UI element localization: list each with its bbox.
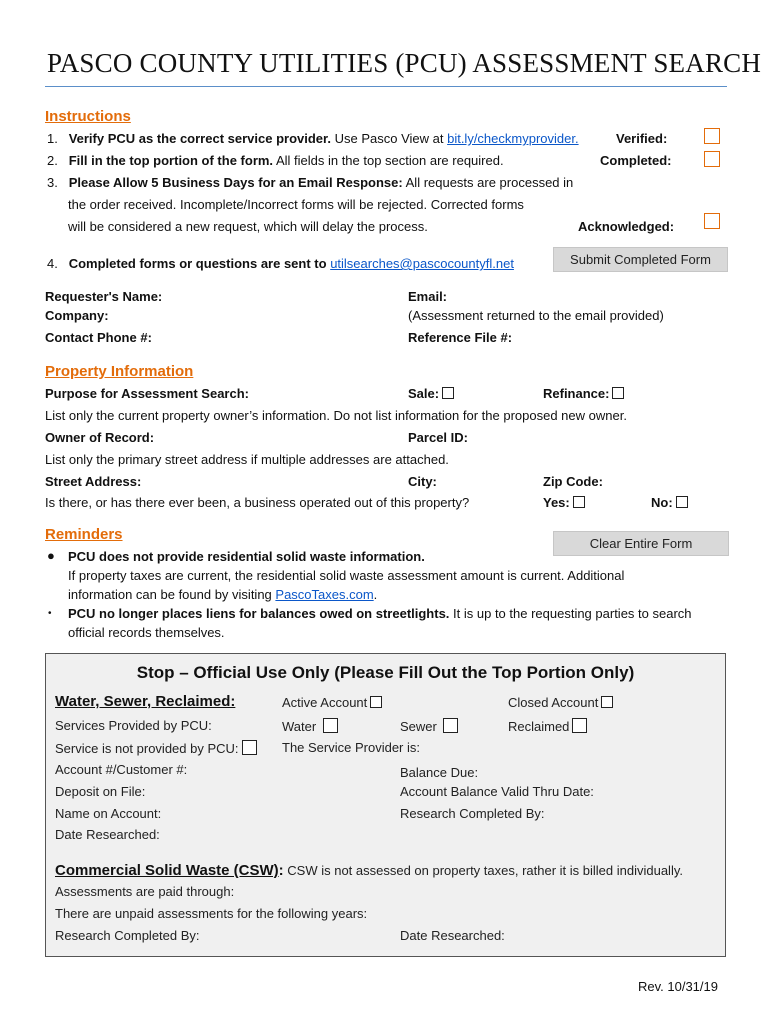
instruction-1-text: Use Pasco View at <box>331 131 448 146</box>
completed-label: Completed: <box>600 153 672 168</box>
deposit-label: Deposit on File: <box>55 784 146 799</box>
account-number-label: Account #/Customer #: <box>55 762 188 777</box>
reminder-2 <box>68 606 692 621</box>
sewer-checkbox[interactable] <box>443 718 458 733</box>
completed-checkbox[interactable] <box>704 151 720 167</box>
requester-name-label: Requester's Name: <box>45 289 163 304</box>
page-title: PASCO COUNTY UTILITIES (PCU) ASSESSMENT SEARCH <box>47 48 762 78</box>
reminder-1-bold: PCU does not provide residential solid waste information. <box>68 549 425 564</box>
instruction-2-text: All fields in the top section are required. <box>273 153 504 168</box>
water-checkbox[interactable] <box>323 718 338 733</box>
submit-completed-form-button[interactable]: Submit Completed Form <box>553 247 728 272</box>
reclaimed-label: Reclaimed <box>508 719 570 734</box>
reminder-1-line3 <box>68 587 377 602</box>
city-label: City: <box>408 474 437 489</box>
no-label: No: <box>651 495 673 510</box>
active-account-checkbox[interactable] <box>370 696 382 708</box>
property-heading: Property Information <box>45 363 194 380</box>
closed-account-label: Closed Account <box>508 695 599 710</box>
water-option[interactable] <box>282 718 338 734</box>
research-completed-by-label: Research Completed By: <box>400 806 545 821</box>
reminder-2-line2: official records themselves. <box>68 625 225 640</box>
instruction-2-bold: Fill in the top portion of the form. <box>68 153 274 168</box>
official-use-heading: Stop – Official Use Only (Please Fill Out the Top Portion Only) <box>136 663 635 682</box>
balance-due-label: Balance Due: <box>400 765 479 780</box>
reminder-1-line2: If property taxes are current, the residential solid waste assessment amount is current. Additional <box>68 568 625 583</box>
acknowledged-checkbox[interactable] <box>704 213 720 229</box>
services-provided-label: Services Provided by PCU: <box>55 718 212 733</box>
title-divider <box>45 86 727 87</box>
sewer-label: Sewer <box>400 719 437 734</box>
csw-colon: : <box>278 862 284 879</box>
email-link[interactable]: utilsearches@pascocountyfl.net <box>330 256 514 271</box>
closed-account-checkbox[interactable] <box>601 696 613 708</box>
reminder-2-bold: PCU no longer places liens for balances owed on streetlights. <box>68 606 450 621</box>
water-label: Water <box>282 719 317 734</box>
active-account-option[interactable] <box>282 695 382 710</box>
company-label: Company: <box>45 308 109 323</box>
pascotaxes-link[interactable]: PascoTaxes.com <box>275 587 374 602</box>
street-address-label: Street Address: <box>45 474 142 489</box>
csw-line <box>55 862 683 879</box>
instruction-3-bold: Please Allow 5 Business Days for an Email Response: <box>68 175 403 190</box>
instruction-3-line3: will be considered a new request, which will delay the process. <box>68 219 428 234</box>
business-question: Is there, or has there ever been, a business operated out of this property? <box>45 495 470 510</box>
instruction-2 <box>47 153 504 168</box>
owner-of-record-label: Owner of Record: <box>45 430 155 445</box>
instruction-4 <box>47 256 514 271</box>
instruction-4-number: 4. <box>47 256 58 271</box>
verified-label: Verified: <box>616 131 668 146</box>
csw-note: CSW is not assessed on property taxes, rather it is billed individually. <box>283 863 683 878</box>
no-option[interactable] <box>651 495 688 510</box>
parcel-id-label: Parcel ID: <box>408 430 468 445</box>
revision-date: Rev. 10/31/19 <box>638 979 718 994</box>
acknowledged-label: Acknowledged: <box>578 219 675 234</box>
sale-option[interactable] <box>408 386 454 401</box>
yes-option[interactable] <box>543 495 585 510</box>
instruction-4-bold: Completed forms or questions are sent to <box>68 256 327 271</box>
refinance-label: Refinance: <box>543 386 610 401</box>
reminder-1-end: . <box>373 587 378 602</box>
valid-thru-label: Account Balance Valid Thru Date: <box>400 784 594 799</box>
refinance-option[interactable] <box>543 386 624 401</box>
not-provided-label: Service is not provided by PCU: <box>55 741 239 756</box>
csw-heading: Commercial Solid Waste (CSW) <box>55 862 279 879</box>
reminder-2-text: It is up to the requesting parties to search <box>449 606 692 621</box>
yes-checkbox[interactable] <box>573 496 585 508</box>
wsr-heading: Water, Sewer, Reclaimed: <box>55 693 236 710</box>
purpose-label: Purpose for Assessment Search: <box>45 386 249 401</box>
instructions-heading: Instructions <box>45 108 131 125</box>
paid-through-label: Assessments are paid through: <box>55 884 235 899</box>
sewer-option[interactable] <box>400 718 458 734</box>
bullet-icon: • <box>48 608 52 619</box>
email-label: Email: <box>408 289 448 304</box>
refinance-checkbox[interactable] <box>612 387 624 399</box>
clear-entire-form-button[interactable]: Clear Entire Form <box>553 531 729 556</box>
active-account-label: Active Account <box>282 695 368 710</box>
instruction-3 <box>47 175 573 190</box>
zip-code-label: Zip Code: <box>543 474 603 489</box>
reminder-1-line3-text: information can be found by visiting <box>68 587 276 602</box>
unpaid-years-label: There are unpaid assessments for the following years: <box>55 906 368 921</box>
bullet-icon: ● <box>47 548 55 563</box>
email-note: (Assessment returned to the email provided) <box>408 308 664 323</box>
reclaimed-option[interactable] <box>508 718 587 734</box>
instruction-1-bold: Verify PCU as the correct service provider. <box>68 131 331 146</box>
yes-label: Yes: <box>543 495 570 510</box>
name-on-account-label: Name on Account: <box>55 806 162 821</box>
instruction-1-number: 1. <box>47 131 58 146</box>
instruction-3-text: All requests are processed in <box>402 175 574 190</box>
sale-label: Sale: <box>408 386 440 401</box>
reference-file-label: Reference File #: <box>408 330 513 345</box>
verified-checkbox[interactable] <box>704 128 720 144</box>
csw-research-completed-by-label: Research Completed By: <box>55 928 200 943</box>
owner-note: List only the current property owner’s information. Do not list information for the proposed new owner. <box>45 408 627 423</box>
reminders-heading: Reminders <box>45 526 123 543</box>
reclaimed-checkbox[interactable] <box>572 718 587 733</box>
check-provider-link[interactable]: bit.ly/checkmyprovider. <box>447 131 579 146</box>
closed-account-option[interactable] <box>508 695 613 710</box>
service-provider-label: The Service Provider is: <box>282 740 420 755</box>
instruction-3-line2: the order received. Incomplete/Incorrect forms will be rejected. Corrected forms <box>68 197 524 212</box>
contact-phone-label: Contact Phone #: <box>45 330 152 345</box>
sale-checkbox[interactable] <box>442 387 454 399</box>
not-provided-option[interactable] <box>55 740 257 756</box>
instruction-2-number: 2. <box>47 153 58 168</box>
address-note: List only the primary street address if multiple addresses are attached. <box>45 452 449 467</box>
instruction-3-number: 3. <box>47 175 58 190</box>
not-provided-checkbox[interactable] <box>242 740 257 755</box>
csw-date-researched-label: Date Researched: <box>400 928 505 943</box>
instruction-1 <box>47 131 579 146</box>
no-checkbox[interactable] <box>676 496 688 508</box>
date-researched-label: Date Researched: <box>55 827 160 842</box>
